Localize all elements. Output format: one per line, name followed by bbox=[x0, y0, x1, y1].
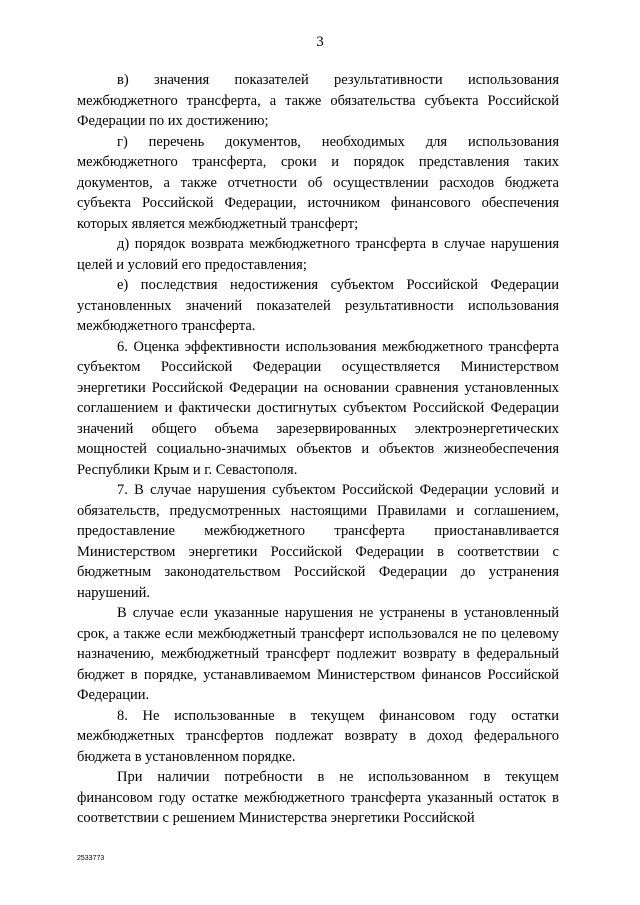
paragraph-7-continued: В случае если указанные нарушения не устранены в установленный срок, а также если межбюджетный трансферт использовался не по целевому назначению, межбюджетный трансферт подлежит возврату в федеральный бюджет в порядке, устанавливаемом Министерством финансов Российской Федерации. bbox=[77, 605, 559, 703]
document-body bbox=[77, 70, 559, 829]
paragraph-8-continued: При наличии потребности в не использованном в текущем финансовом году остатке межбюджетного трансферта указанный остаток в соответствии с решением Министерства энергетики Российской bbox=[77, 769, 559, 826]
paragraph-g: г) перечень документов, необходимых для использования межбюджетного трансферта, сроки и порядок представления таких документов, а также отчетности об осуществлении расходов бюджета субъекта Российской Федерации, источником финансового обеспечения которых является межбюджетный трансферт; bbox=[77, 133, 559, 232]
paragraph-8: 8. Не использованные в текущем финансовом году остатки межбюджетных трансфертов подлежат возврату в доход федерального бюджета в установленном порядке. bbox=[77, 707, 559, 765]
page-number: 3 bbox=[316, 34, 324, 50]
paragraph-7: 7. В случае нарушения субъектом Российской Федерации условий и обязательств, предусмотренных настоящими Правилами и соглашением, предоставление межбюджетного трансферта приостанавливается Министерством энергетики Российской Федерации в соответствии с бюджетным законодательством Российской Федерации до устранения нарушений. bbox=[77, 482, 559, 601]
paragraph-d: д) порядок возврата межбюджетного трансферта в случае нарушения целей и условий его предоставления; bbox=[77, 236, 559, 273]
paragraph-v: в) значения показателей результативности использования межбюджетного трансферта, а также обязательства субъекта Российской Федерации по их достижению; bbox=[77, 72, 559, 129]
document-code: 2533773 bbox=[77, 855, 105, 862]
paragraph-6: 6. Оценка эффективности использования межбюджетного трансферта субъектом Российской Федерации осуществляется Министерством энергетики Российской Федерации на основании сравнения установленных соглашением и фактически достигнутых субъектом Российской Федерации значений общего объема зарезервированных электроэнергетических мощностей социально-значимых объектов и объектов жизнеобеспечения Республики Крым и г. Севастополя. bbox=[77, 338, 559, 478]
paragraph-e: е) последствия недостижения субъектом Российской Федерации установленных значений показателей результативности использования межбюджетного трансферта. bbox=[77, 277, 559, 334]
